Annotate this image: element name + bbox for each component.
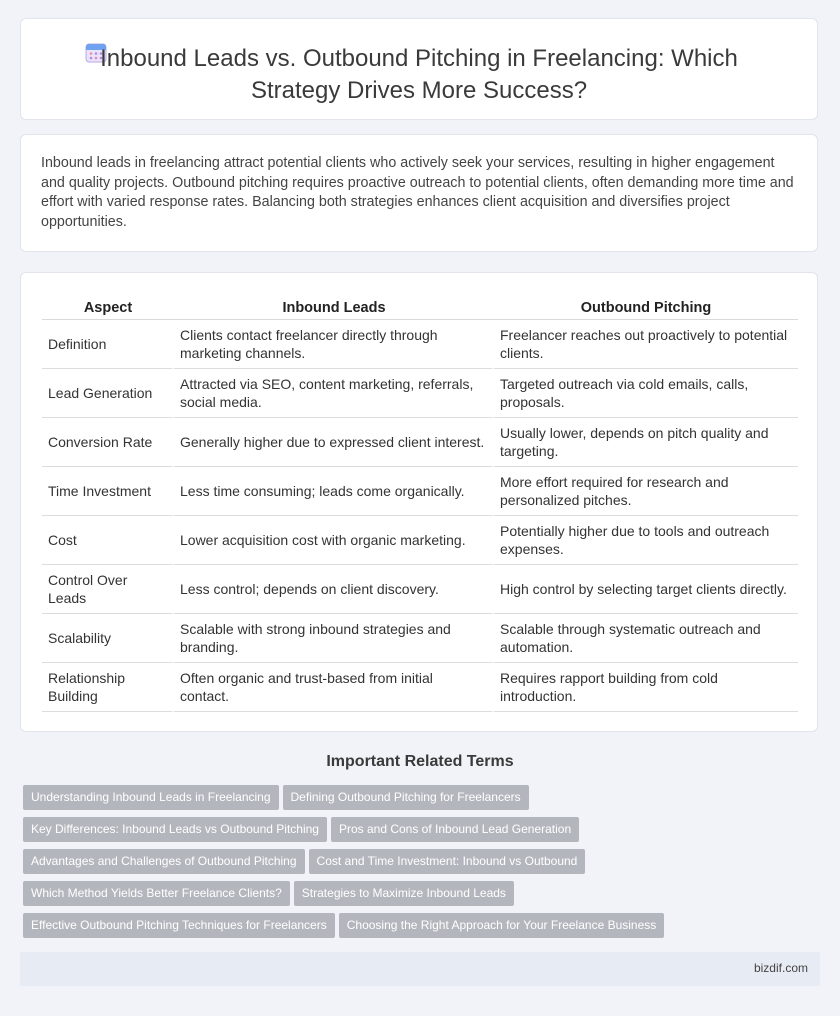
aspect-cell: Relationship Building — [42, 663, 174, 712]
table-header-row — [42, 297, 798, 320]
tag-row — [23, 785, 823, 817]
table-row — [42, 565, 798, 614]
title-card — [20, 18, 818, 120]
related-term-tag[interactable]: Understanding Inbound Leads in Freelancing — [23, 785, 279, 810]
comparison-card — [20, 272, 818, 732]
footer — [20, 952, 820, 986]
inbound-cell: Lower acquisition cost with organic marketing. — [174, 516, 494, 565]
comparison-table — [42, 297, 798, 712]
table-row — [42, 418, 798, 467]
intro-text: Inbound leads in freelancing attract potential clients who actively seek your services, resulting in higher engagement and quality projects. Outbound pitching requires proactive outreach to potential clients, often demanding more time and effort with varied response rates. Balancing both strategies enhances client acquisition and diversifies project opportunities. — [41, 155, 794, 230]
outbound-cell: Freelancer reaches out proactively to potential clients. — [494, 320, 798, 369]
aspect-cell: Conversion Rate — [42, 418, 174, 467]
header-aspect: Aspect — [42, 297, 174, 320]
related-term-tag[interactable]: Advantages and Challenges of Outbound Pitching — [23, 849, 305, 874]
inbound-cell: Generally higher due to expressed client interest. — [174, 418, 494, 467]
outbound-cell: High control by selecting target clients directly. — [494, 565, 798, 614]
inbound-cell: Less control; depends on client discovery. — [174, 565, 494, 614]
footer-site-link[interactable]: bizdif.com — [753, 961, 808, 975]
inbound-cell: Attracted via SEO, content marketing, referrals, social media. — [174, 369, 494, 418]
related-term-tag[interactable]: Strategies to Maximize Inbound Leads — [294, 881, 514, 906]
table-row — [42, 516, 798, 565]
page-title: Inbound Leads vs. Outbound Pitching in Freelancing: Which Strategy Drives More Success? — [100, 45, 738, 104]
outbound-cell: Potentially higher due to tools and outreach expenses. — [494, 516, 798, 565]
tag-row — [23, 913, 823, 945]
related-term-tag[interactable]: Which Method Yields Better Freelance Clients? — [23, 881, 290, 906]
aspect-cell: Definition — [42, 320, 174, 369]
aspect-cell: Lead Generation — [42, 369, 174, 418]
related-terms-title: Important Related Terms — [326, 753, 514, 770]
aspect-cell: Control Over Leads — [42, 565, 174, 614]
related-term-tag[interactable]: Pros and Cons of Inbound Lead Generation — [331, 817, 579, 842]
table-row — [42, 369, 798, 418]
table-row — [42, 663, 798, 712]
related-term-tag[interactable]: Choosing the Right Approach for Your Freelance Business — [339, 913, 665, 938]
related-terms-list — [23, 785, 823, 945]
outbound-cell: Usually lower, depends on pitch quality and targeting. — [494, 418, 798, 467]
inbound-cell: Scalable with strong inbound strategies and branding. — [174, 614, 494, 663]
inbound-cell: Clients contact freelancer directly through marketing channels. — [174, 320, 494, 369]
table-row — [42, 467, 798, 516]
tag-row — [23, 817, 823, 849]
outbound-cell: More effort required for research and personalized pitches. — [494, 467, 798, 516]
outbound-cell: Targeted outreach via cold emails, calls, proposals. — [494, 369, 798, 418]
aspect-cell: Scalability — [42, 614, 174, 663]
related-term-tag[interactable]: Cost and Time Investment: Inbound vs Outbound — [309, 849, 586, 874]
outbound-cell: Scalable through systematic outreach and automation. — [494, 614, 798, 663]
table-row — [42, 320, 798, 369]
outbound-cell: Requires rapport building from cold introduction. — [494, 663, 798, 712]
aspect-cell: Cost — [42, 516, 174, 565]
header-outbound: Outbound Pitching — [494, 297, 798, 320]
tag-row — [23, 849, 823, 881]
table-row — [42, 614, 798, 663]
inbound-cell: Less time consuming; leads come organically. — [174, 467, 494, 516]
aspect-cell: Time Investment — [42, 467, 174, 516]
related-term-tag[interactable]: Defining Outbound Pitching for Freelancers — [283, 785, 529, 810]
related-term-tag[interactable]: Effective Outbound Pitching Techniques for Freelancers — [23, 913, 335, 938]
intro-card — [20, 134, 818, 252]
related-term-tag[interactable]: Key Differences: Inbound Leads vs Outbound Pitching — [23, 817, 327, 842]
header-inbound: Inbound Leads — [174, 297, 494, 320]
tag-row — [23, 881, 823, 913]
inbound-cell: Often organic and trust-based from initial contact. — [174, 663, 494, 712]
